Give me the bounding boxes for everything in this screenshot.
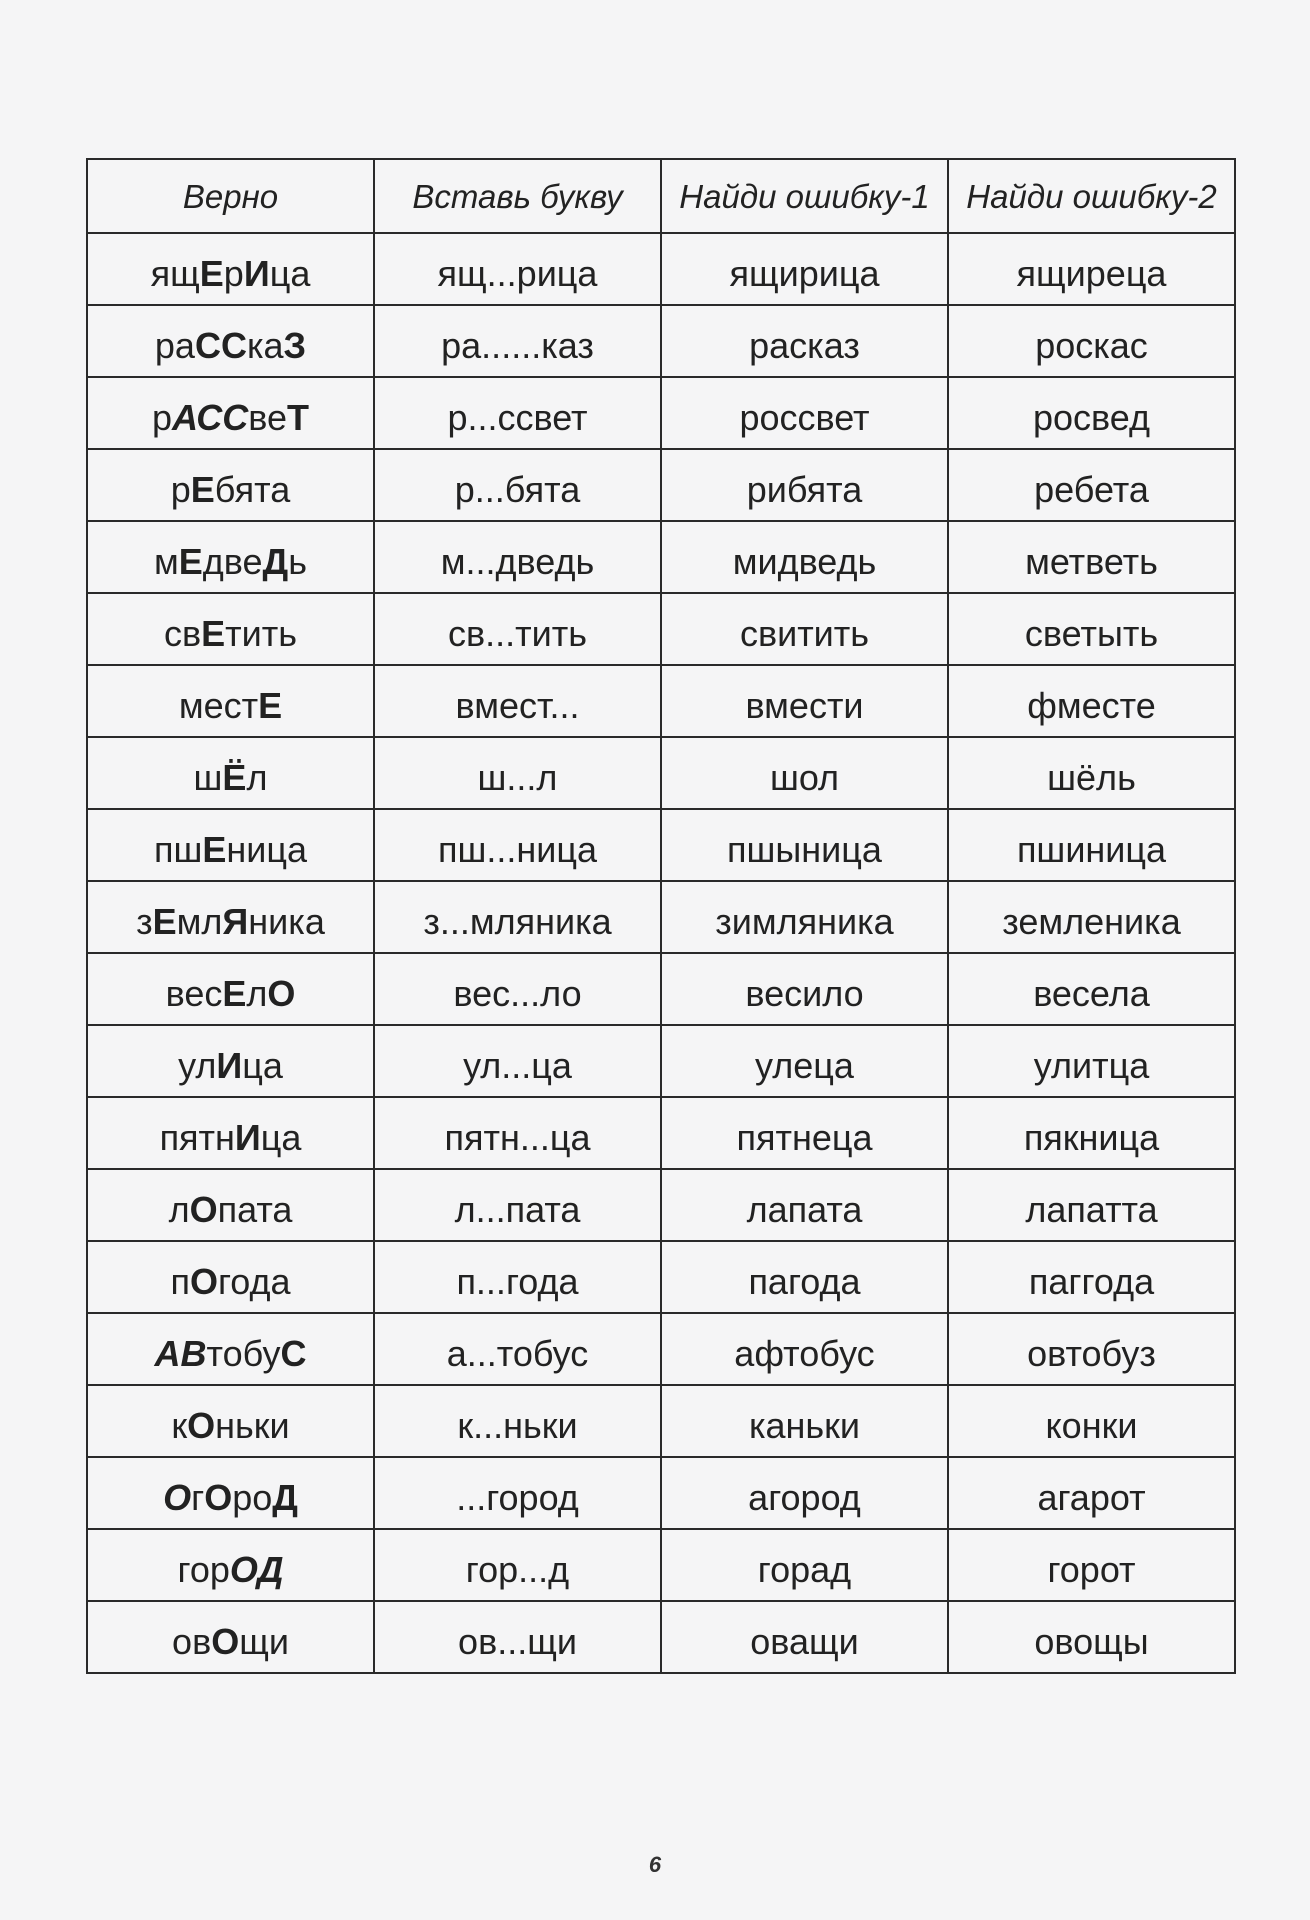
table-row bbox=[87, 1601, 1235, 1673]
find-error-1-cell: агород bbox=[661, 1457, 948, 1529]
correct-word bbox=[154, 541, 307, 582]
find-error-1-cell: зимляника bbox=[661, 881, 948, 953]
correct-word-cell bbox=[87, 737, 374, 809]
correct-word bbox=[178, 1549, 284, 1590]
highlighted-letters: З bbox=[283, 325, 307, 366]
word-part: ов bbox=[172, 1621, 212, 1662]
find-error-1-cell: лапата bbox=[661, 1169, 948, 1241]
find-error-1-cell: расказ bbox=[661, 305, 948, 377]
find-error-1-cell: оващи bbox=[661, 1601, 948, 1673]
word-part: м bbox=[154, 541, 179, 582]
word-part: ящ bbox=[150, 253, 200, 294]
word-part: мл bbox=[176, 901, 223, 942]
table-row bbox=[87, 305, 1235, 377]
find-error-2-cell: горот bbox=[948, 1529, 1235, 1601]
correct-word bbox=[155, 1333, 307, 1374]
highlighted-letters: И bbox=[234, 1117, 261, 1158]
word-part: л bbox=[168, 1189, 190, 1230]
highlighted-letters: Т bbox=[286, 397, 309, 438]
find-error-1-cell: афтобус bbox=[661, 1313, 948, 1385]
word-part: пата bbox=[217, 1189, 293, 1230]
table-row bbox=[87, 1457, 1235, 1529]
table-row bbox=[87, 1097, 1235, 1169]
word-part: ул bbox=[178, 1045, 217, 1086]
find-error-1-cell: вмести bbox=[661, 665, 948, 737]
word-part: ш bbox=[193, 757, 223, 798]
table-row bbox=[87, 737, 1235, 809]
insert-letter-cell: з...мляника bbox=[374, 881, 661, 953]
insert-letter-cell: р...ссвет bbox=[374, 377, 661, 449]
correct-word bbox=[178, 1045, 283, 1086]
insert-letter-cell: ов...щи bbox=[374, 1601, 661, 1673]
word-part: з bbox=[136, 901, 153, 942]
table-row bbox=[87, 1313, 1235, 1385]
page-number: 6 bbox=[648, 1852, 662, 1877]
correct-word-cell bbox=[87, 521, 374, 593]
word-part: пятн bbox=[159, 1117, 235, 1158]
find-error-1-cell: пагода bbox=[661, 1241, 948, 1313]
correct-word-cell bbox=[87, 1457, 374, 1529]
correct-word-cell bbox=[87, 881, 374, 953]
correct-word bbox=[166, 973, 296, 1014]
correct-word-cell bbox=[87, 305, 374, 377]
insert-letter-cell: гор...д bbox=[374, 1529, 661, 1601]
find-error-1-cell: пшыница bbox=[661, 809, 948, 881]
find-error-2-cell: пшиница bbox=[948, 809, 1235, 881]
word-part: ца bbox=[260, 1117, 302, 1158]
table-row bbox=[87, 953, 1235, 1025]
find-error-2-cell: агарот bbox=[948, 1457, 1235, 1529]
insert-letter-cell: св...тить bbox=[374, 593, 661, 665]
highlighted-letters: Е bbox=[222, 973, 247, 1014]
highlighted-letters: И bbox=[243, 253, 270, 294]
highlighted-letters: Ё bbox=[222, 757, 247, 798]
table-row bbox=[87, 665, 1235, 737]
highlighted-letters: Е bbox=[190, 469, 215, 510]
correct-word bbox=[164, 613, 297, 654]
insert-letter-cell: ш...л bbox=[374, 737, 661, 809]
correct-word bbox=[171, 1405, 289, 1446]
word-part: тобу bbox=[206, 1333, 281, 1374]
find-error-1-cell: улеца bbox=[661, 1025, 948, 1097]
word-part: ньки bbox=[215, 1405, 290, 1446]
find-error-1-cell: мидведь bbox=[661, 521, 948, 593]
table-row bbox=[87, 521, 1235, 593]
word-part: р bbox=[170, 469, 191, 510]
correct-word bbox=[160, 1117, 302, 1158]
table-row bbox=[87, 1241, 1235, 1313]
word-part: г bbox=[191, 1477, 205, 1518]
insert-letter-cell: вес...ло bbox=[374, 953, 661, 1025]
word-part: гор bbox=[177, 1549, 230, 1590]
correct-word bbox=[172, 1621, 289, 1662]
find-error-1-cell: рибята bbox=[661, 449, 948, 521]
word-part: ца bbox=[242, 1045, 283, 1086]
table-row bbox=[87, 233, 1235, 305]
highlighted-letters: И bbox=[216, 1045, 243, 1086]
correct-word-cell bbox=[87, 953, 374, 1025]
correct-word-cell bbox=[87, 1097, 374, 1169]
correct-word-cell bbox=[87, 665, 374, 737]
word-part: года bbox=[217, 1261, 291, 1302]
find-error-1-cell: каньки bbox=[661, 1385, 948, 1457]
correct-word-cell bbox=[87, 233, 374, 305]
word-table-sheet bbox=[86, 158, 1236, 1674]
word-part: ве bbox=[248, 397, 287, 438]
insert-letter-cell: м...дведь bbox=[374, 521, 661, 593]
word-part: л bbox=[246, 757, 268, 798]
find-error-2-cell: овтобуз bbox=[948, 1313, 1235, 1385]
insert-letter-cell: п...года bbox=[374, 1241, 661, 1313]
header-insert-letter: Вставь букву bbox=[374, 159, 661, 233]
word-table bbox=[86, 158, 1236, 1674]
correct-word bbox=[152, 397, 309, 438]
find-error-2-cell: фместе bbox=[948, 665, 1235, 737]
table-row bbox=[87, 593, 1235, 665]
insert-letter-cell: пш...ница bbox=[374, 809, 661, 881]
find-error-2-cell: пякница bbox=[948, 1097, 1235, 1169]
word-part: св bbox=[164, 613, 202, 654]
find-error-2-cell: ящиреца bbox=[948, 233, 1235, 305]
correct-word-cell bbox=[87, 449, 374, 521]
correct-word-cell bbox=[87, 1601, 374, 1673]
find-error-2-cell: лапатта bbox=[948, 1169, 1235, 1241]
header-row bbox=[87, 159, 1235, 233]
highlighted-letters: О bbox=[267, 973, 296, 1014]
table-row bbox=[87, 1169, 1235, 1241]
word-part: ро bbox=[232, 1477, 273, 1518]
find-error-2-cell: светыть bbox=[948, 593, 1235, 665]
word-part: к bbox=[171, 1405, 188, 1446]
word-table-body bbox=[87, 233, 1235, 1673]
highlighted-letters: О bbox=[187, 1405, 216, 1446]
correct-word bbox=[155, 325, 306, 366]
correct-word bbox=[136, 901, 325, 942]
word-part: р bbox=[152, 397, 173, 438]
correct-word bbox=[194, 757, 268, 798]
correct-word bbox=[169, 1189, 293, 1230]
insert-letter-cell: ра......каз bbox=[374, 305, 661, 377]
find-error-2-cell: шёль bbox=[948, 737, 1235, 809]
correct-word-cell bbox=[87, 593, 374, 665]
find-error-2-cell: метветь bbox=[948, 521, 1235, 593]
highlighted-letters: О bbox=[211, 1621, 240, 1662]
find-error-2-cell: конки bbox=[948, 1385, 1235, 1457]
word-part: р bbox=[223, 253, 244, 294]
find-error-2-cell: весела bbox=[948, 953, 1235, 1025]
find-error-1-cell: россвет bbox=[661, 377, 948, 449]
highlighted-letters: О bbox=[163, 1477, 192, 1518]
correct-word-cell bbox=[87, 1313, 374, 1385]
find-error-1-cell: весило bbox=[661, 953, 948, 1025]
highlighted-letters: Д bbox=[262, 541, 289, 582]
highlighted-letters: АВ bbox=[154, 1333, 207, 1374]
highlighted-letters: О bbox=[189, 1261, 218, 1302]
word-part: п bbox=[170, 1261, 190, 1302]
correct-word-cell bbox=[87, 809, 374, 881]
find-error-2-cell: овощы bbox=[948, 1601, 1235, 1673]
find-error-2-cell: земленика bbox=[948, 881, 1235, 953]
word-part: ь bbox=[288, 541, 307, 582]
insert-letter-cell: ул...ца bbox=[374, 1025, 661, 1097]
table-row bbox=[87, 1529, 1235, 1601]
word-part: вес bbox=[165, 973, 223, 1014]
word-part: мест bbox=[178, 685, 259, 726]
highlighted-letters: Е bbox=[258, 685, 283, 726]
correct-word-cell bbox=[87, 1241, 374, 1313]
highlighted-letters: СС bbox=[194, 325, 247, 366]
highlighted-letters: Е bbox=[202, 829, 227, 870]
insert-letter-cell: л...пата bbox=[374, 1169, 661, 1241]
highlighted-letters: Д bbox=[272, 1477, 298, 1518]
insert-letter-cell: ...город bbox=[374, 1457, 661, 1529]
table-row bbox=[87, 809, 1235, 881]
insert-letter-cell: а...тобус bbox=[374, 1313, 661, 1385]
highlighted-letters: Я bbox=[222, 901, 249, 942]
table-row bbox=[87, 1025, 1235, 1097]
highlighted-letters: С bbox=[280, 1333, 307, 1374]
highlighted-letters: Е bbox=[178, 541, 203, 582]
correct-word-cell bbox=[87, 1169, 374, 1241]
insert-letter-cell: пятн...ца bbox=[374, 1097, 661, 1169]
find-error-1-cell: свитить bbox=[661, 593, 948, 665]
word-part: ница bbox=[226, 829, 308, 870]
correct-word bbox=[179, 685, 282, 726]
find-error-2-cell: паггода bbox=[948, 1241, 1235, 1313]
highlighted-letters: ОД bbox=[229, 1549, 284, 1590]
find-error-1-cell: горад bbox=[661, 1529, 948, 1601]
insert-letter-cell: р...бята bbox=[374, 449, 661, 521]
correct-word bbox=[170, 1261, 290, 1302]
correct-word-cell bbox=[87, 1025, 374, 1097]
header-correct: Верно bbox=[87, 159, 374, 233]
word-part: тить bbox=[225, 613, 297, 654]
find-error-1-cell: пятнеца bbox=[661, 1097, 948, 1169]
find-error-2-cell: росвед bbox=[948, 377, 1235, 449]
correct-word-cell bbox=[87, 1529, 374, 1601]
table-row bbox=[87, 881, 1235, 953]
highlighted-letters: О bbox=[204, 1477, 233, 1518]
insert-letter-cell: вмест... bbox=[374, 665, 661, 737]
word-part: пш bbox=[153, 829, 203, 870]
header-find-error-2: Найди ошибку-2 bbox=[948, 159, 1235, 233]
correct-word bbox=[154, 829, 307, 870]
find-error-2-cell: роскас bbox=[948, 305, 1235, 377]
insert-letter-cell: к...ньки bbox=[374, 1385, 661, 1457]
word-part: две bbox=[202, 541, 263, 582]
highlighted-letters: Е bbox=[199, 253, 224, 294]
highlighted-letters: АСС bbox=[172, 397, 249, 438]
word-part: ника bbox=[248, 901, 325, 942]
word-part: л bbox=[246, 973, 268, 1014]
correct-word bbox=[163, 1477, 298, 1518]
insert-letter-cell: ящ...рица bbox=[374, 233, 661, 305]
correct-word-cell bbox=[87, 1385, 374, 1457]
word-part: ра bbox=[154, 325, 195, 366]
find-error-1-cell: шол bbox=[661, 737, 948, 809]
table-row bbox=[87, 1385, 1235, 1457]
correct-word bbox=[171, 469, 290, 510]
highlighted-letters: Е bbox=[201, 613, 226, 654]
find-error-1-cell: ящирица bbox=[661, 233, 948, 305]
word-part: бята bbox=[214, 469, 291, 510]
word-part: ка bbox=[246, 325, 284, 366]
word-part: щи bbox=[239, 1621, 289, 1662]
highlighted-letters: О bbox=[189, 1189, 218, 1230]
find-error-2-cell: ребета bbox=[948, 449, 1235, 521]
find-error-2-cell: улитца bbox=[948, 1025, 1235, 1097]
table-row bbox=[87, 449, 1235, 521]
word-part: ца bbox=[269, 253, 311, 294]
table-row bbox=[87, 377, 1235, 449]
highlighted-letters: Е bbox=[152, 901, 177, 942]
correct-word-cell bbox=[87, 377, 374, 449]
header-find-error-1: Найди ошибку-1 bbox=[661, 159, 948, 233]
correct-word bbox=[151, 253, 311, 294]
